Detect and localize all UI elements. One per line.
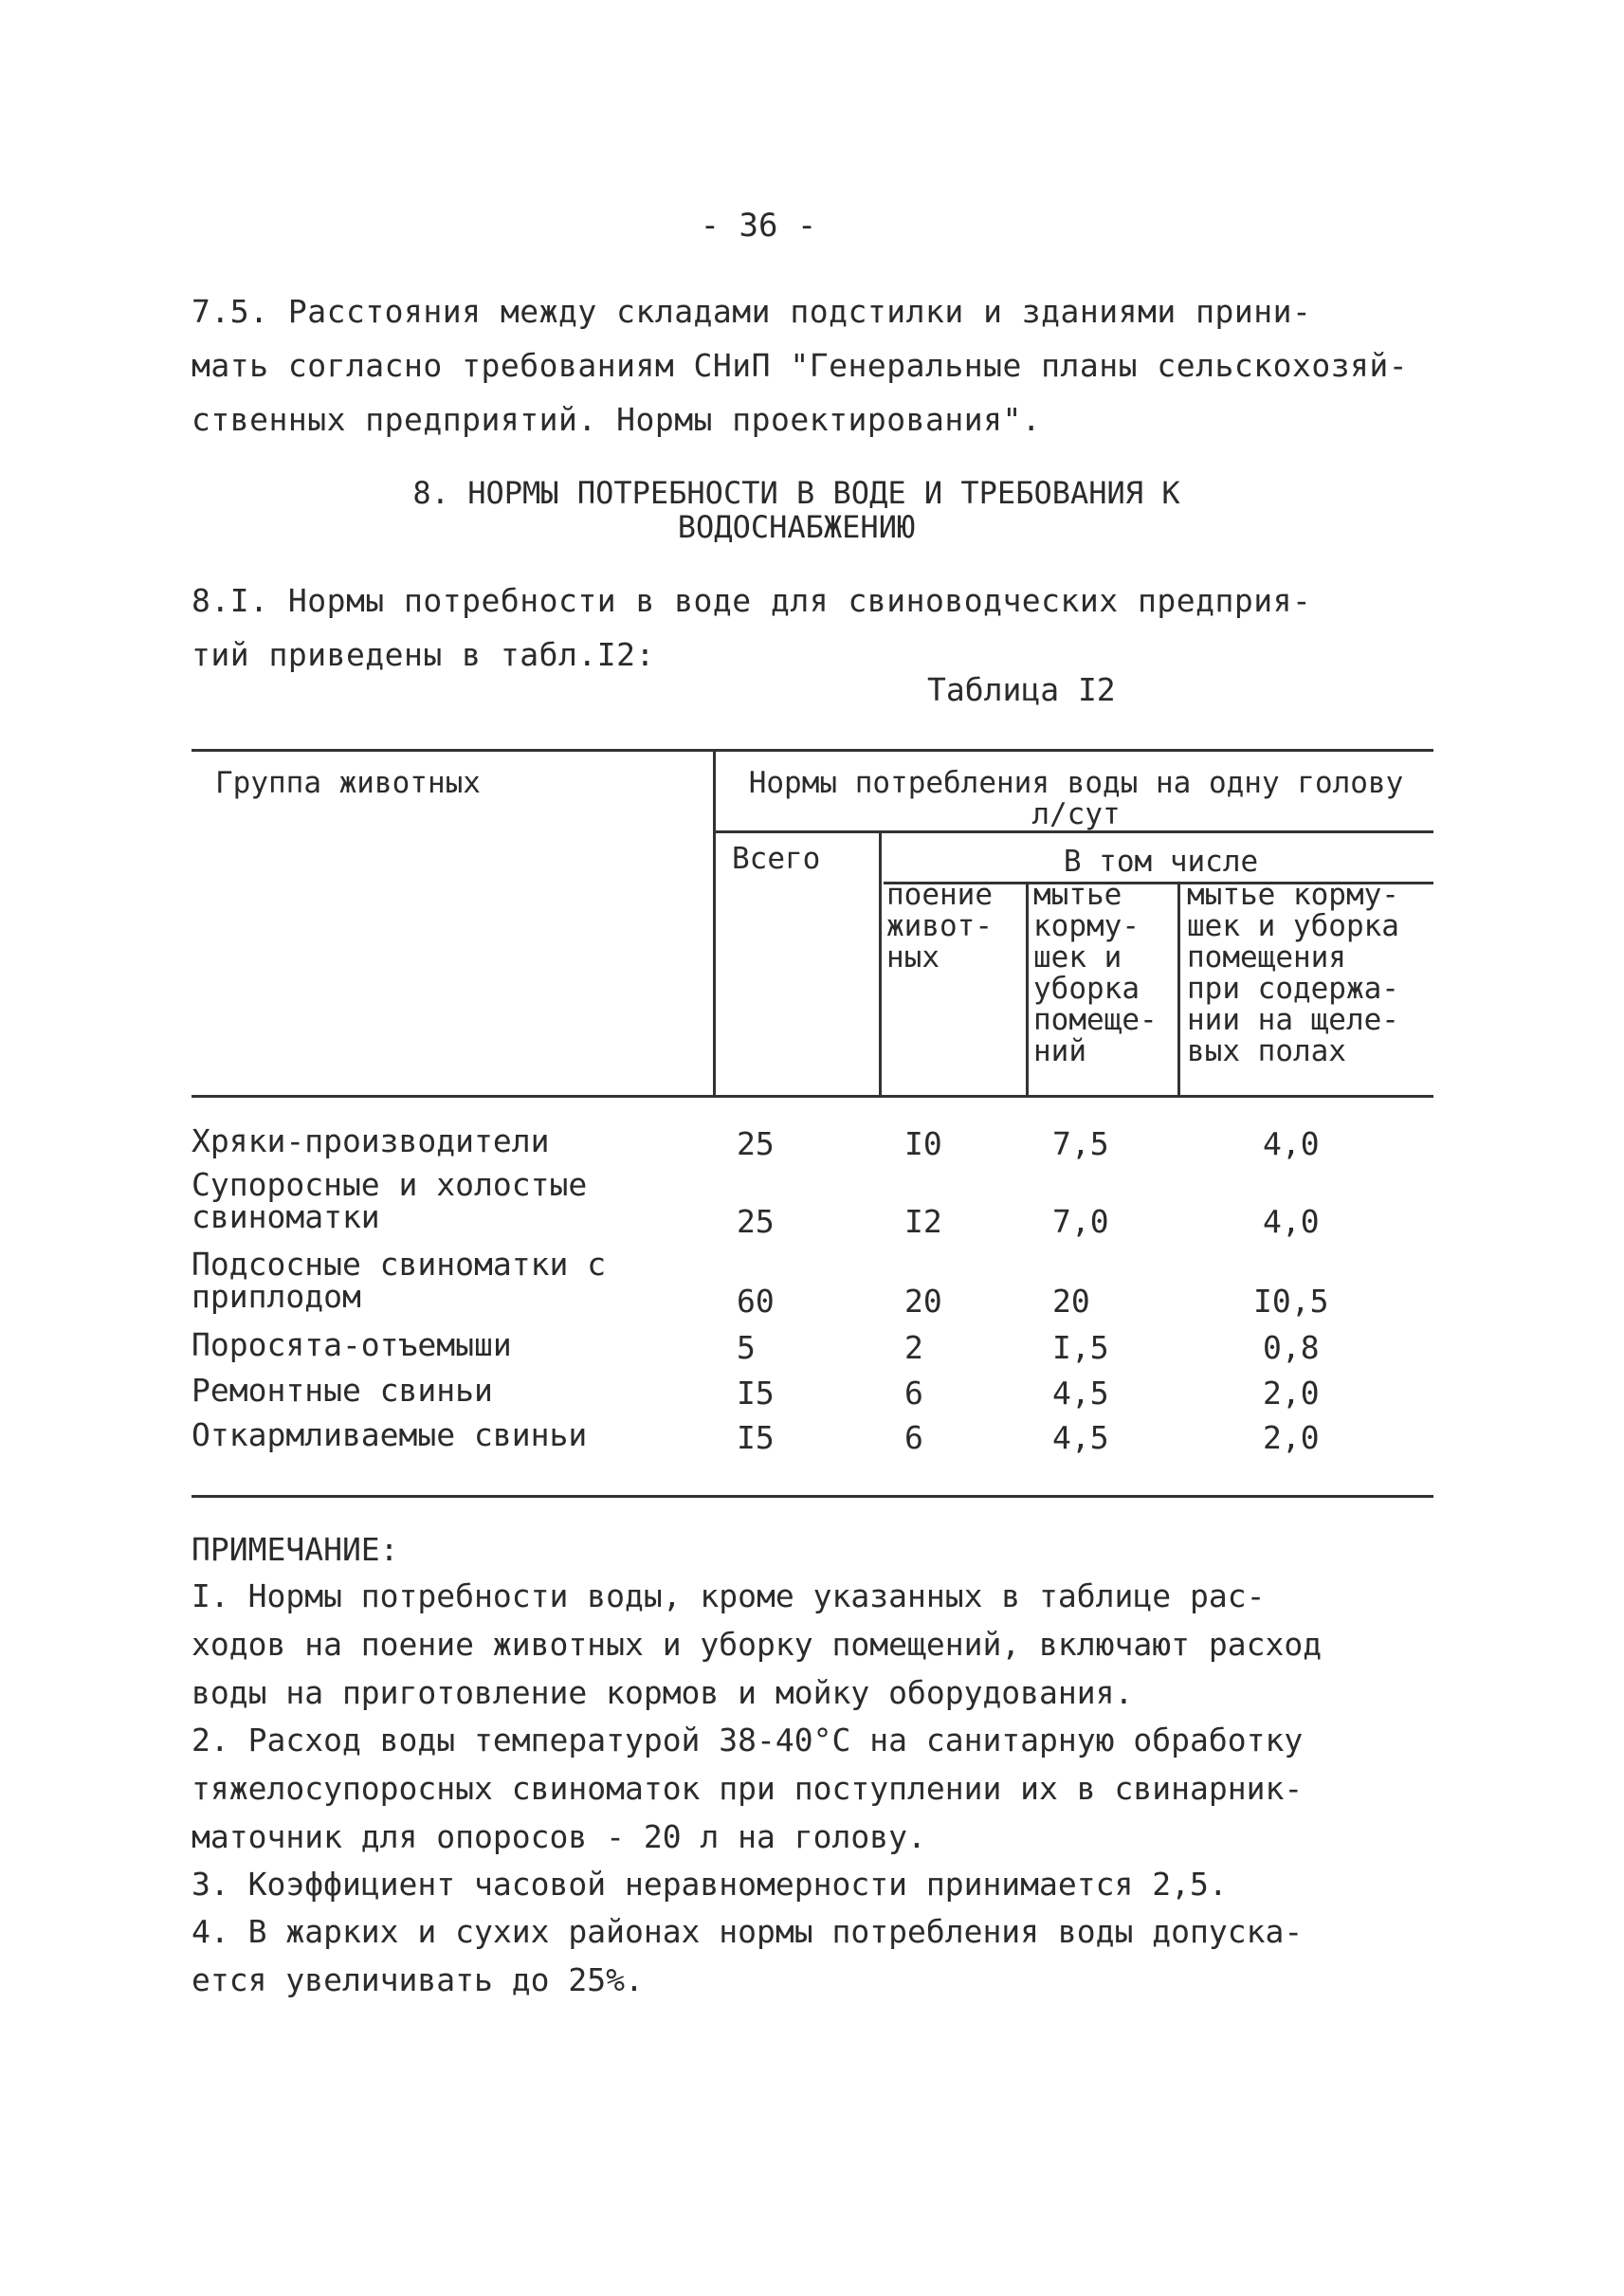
- col-rule-1: [713, 749, 716, 1095]
- row-slatted: 2,0: [1263, 1419, 1320, 1456]
- col-rule-3: [1026, 882, 1029, 1095]
- header-group: Группа животных: [215, 766, 481, 800]
- row-name: Ремонтные свиньи: [192, 1372, 493, 1409]
- row-washing: I,5: [1052, 1329, 1109, 1366]
- row-washing: 4,5: [1052, 1419, 1109, 1456]
- row-drinking: I2: [904, 1203, 942, 1240]
- row-drinking: 20: [904, 1283, 942, 1320]
- header-drinking: поение живот- ных: [886, 878, 993, 975]
- paragraph-8-1: 8.I. Нормы потребности в воде для свиноводческих предприя- тий приведены в табл.I2:: [192, 582, 1312, 673]
- row-name: Откармливаемые свиньи: [192, 1416, 588, 1453]
- row-total: I5: [737, 1375, 775, 1412]
- row-slatted: 4,0: [1263, 1203, 1320, 1240]
- row-slatted: 4,0: [1263, 1125, 1320, 1162]
- row-name: Подсосные свиноматки с приплодом: [192, 1246, 607, 1315]
- row-slatted: I0,5: [1253, 1283, 1329, 1320]
- row-washing: 7,5: [1052, 1125, 1109, 1162]
- header-total: Всего: [732, 842, 821, 876]
- row-washing: 20: [1052, 1283, 1090, 1320]
- page-number: - 36 -: [700, 207, 817, 245]
- col-rule-2: [879, 830, 882, 1095]
- row-drinking: I0: [904, 1125, 942, 1162]
- water-norms-table: [192, 749, 1433, 1498]
- row-name: Поросята-отъемыши: [192, 1326, 512, 1363]
- header-bottom-rule: [192, 1095, 1433, 1098]
- header-slatted: мытье корму- шек и уборка помещения при содержа- нии на щеле- вых полах: [1187, 878, 1399, 1068]
- row-total: 5: [737, 1329, 756, 1366]
- header-washing: мытье корму- шек и уборка помеще- ний: [1033, 878, 1158, 1068]
- paragraph-7-5: 7.5. Расстояния между складами подстилки и зданиями прини- мать согласно требованиям СНиП "Генеральные планы сельскохозяй- ственных предприятий. Нормы проектирования".: [192, 293, 1409, 438]
- row-drinking: 6: [904, 1419, 923, 1456]
- table-caption: Таблица I2: [927, 671, 1116, 708]
- row-name: Супоросные и холостые свиноматки: [192, 1166, 588, 1235]
- table-top-rule: [192, 749, 1433, 752]
- section-heading: 8. НОРМЫ ПОТРЕБНОСТИ В ВОДЕ И ТРЕБОВАНИЯ К ВОДОСНАБЖЕНИЮ: [412, 475, 1180, 545]
- row-total: 60: [737, 1283, 775, 1320]
- row-drinking: 2: [904, 1329, 923, 1366]
- header-including: В том числе: [1063, 845, 1259, 879]
- row-total: 25: [737, 1125, 775, 1162]
- table-bottom-rule: [192, 1495, 1433, 1498]
- note-3: 3. Коэффициент часовой неравномерности принимается 2,5.: [192, 1866, 1228, 1903]
- row-drinking: 6: [904, 1375, 923, 1412]
- note-1: I. Нормы потребности воды, кроме указанных в таблице рас- ходов на поение животных и уборку помещений, включают расход воды на приготовление кормов и мойку оборудования.: [192, 1577, 1323, 1711]
- note-4: 4. В жарких и сухих районах нормы потребления воды допуска- ется увеличивать до 25%.: [192, 1913, 1304, 1998]
- row-total: 25: [737, 1203, 775, 1240]
- row-name: Хряки-производители: [192, 1122, 550, 1159]
- row-slatted: 0,8: [1263, 1329, 1320, 1366]
- row-slatted: 2,0: [1263, 1375, 1320, 1412]
- note-2: 2. Расход воды температурой 38-40°С на санитарную обработку тяжелосупоросных свиноматок при поступлении их в свинарник- маточник для опоросов - 20 л на голову.: [192, 1722, 1304, 1855]
- row-total: I5: [737, 1419, 775, 1456]
- row-washing: 4,5: [1052, 1375, 1109, 1412]
- header-norms: Нормы потребления воды на одну голову л/сут: [748, 766, 1404, 831]
- note-title: ПРИМЕЧАНИЕ:: [192, 1531, 399, 1568]
- col-rule-4: [1177, 882, 1180, 1095]
- row-washing: 7,0: [1052, 1203, 1109, 1240]
